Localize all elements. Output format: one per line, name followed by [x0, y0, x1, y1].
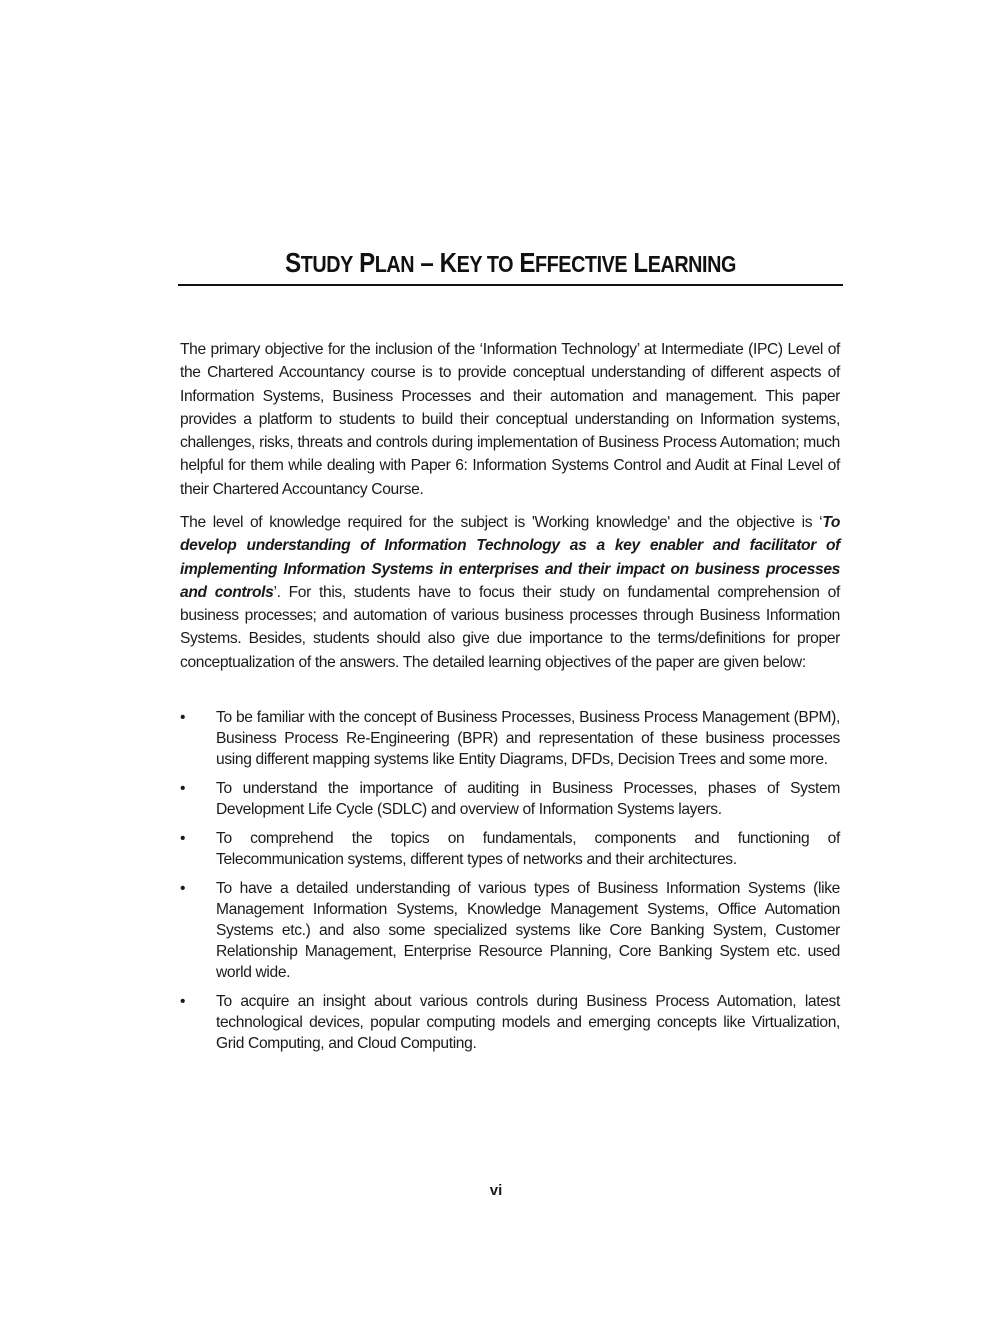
bullet-icon: • — [180, 780, 186, 797]
list-item-text: To have a detailed understanding of various types of Business Information Systems (like Management Information Systems, Knowledge Management Systems, Office Automation Systems etc.) and also some specialized systems like Core Banking System, Customer Relationship Management, Enterprise Resource Planning, Core Banking System etc. used world wide. — [216, 880, 840, 981]
list-item-text: To understand the importance of auditing in Business Processes, phases of System Development Life Cycle (SDLC) and overview of Information Systems layers. — [216, 780, 840, 818]
title-dash: – — [420, 247, 434, 278]
title-cap: P — [359, 247, 375, 278]
learning-objectives-list — [180, 707, 840, 1062]
title-word: LAN — [374, 251, 415, 277]
bullet-icon: • — [180, 993, 186, 1010]
objective-emphasis: To develop understanding of Information Technology as a key enabler and facilitator of implementing Information Systems in enterprises and their impact on business processes and controls — [180, 514, 840, 601]
title-cap: S — [285, 247, 301, 278]
list-item — [180, 991, 840, 1054]
list-item — [180, 828, 840, 870]
title-word: EY TO — [456, 251, 514, 277]
list-item-text: To be familiar with the concept of Business Processes, Business Process Management (BPM), Business Process Re-Engineering (BPR) and representation of these business processes using different mapping systems like Entity Diagrams, DFDs, Decision Trees and some more. — [216, 709, 840, 768]
title-word: TUDY — [300, 251, 353, 277]
bullet-icon: • — [180, 830, 186, 847]
list-item — [180, 707, 840, 770]
title-cap: L — [633, 247, 648, 278]
title-cap: E — [519, 247, 535, 278]
title-word: FFECTIVE — [534, 251, 628, 277]
list-item-text: To comprehend the topics on fundamentals, components and functioning of Telecommunication systems, different types of networks and their architectures. — [216, 830, 840, 868]
title-underline — [178, 284, 843, 286]
page-title — [178, 246, 843, 281]
bullet-icon: • — [180, 880, 186, 897]
knowledge-text-pre: The level of knowledge required for the subject is 'Working knowledge' and the objective is ‘ — [180, 514, 823, 531]
list-item — [180, 778, 840, 820]
list-item — [180, 878, 840, 983]
title-word: EARNING — [647, 251, 736, 277]
intro-paragraph: The primary objective for the inclusion of the ‘Information Technology’ at Intermediate (IPC) Level of the Chartered Accountancy course is to provide conceptual understanding of different aspects of Information Systems, Business Processes and their automation and management. This paper provides a platform to students to build their conceptual understanding on Information systems, challenges, risks, threats and controls during implementation of Business Process Automation; much helpful for them while dealing with Paper 6: Information Systems Control and Audit at Final Level of their Chartered Accountancy Course. — [180, 341, 840, 498]
knowledge-paragraph — [180, 511, 840, 674]
knowledge-text-post: ’. For this, students have to focus their study on fundamental comprehension of business processes; and automation of various business processes through Business Information Systems. Besides, students should also give due importance to the terms/definitions for proper conceptualization of the answers. The detailed learning objectives of the paper are given below: — [180, 583, 840, 671]
list-item-text: To acquire an insight about various controls during Business Process Automation, latest technological devices, popular computing models and emerging concepts like Virtualization, Grid Computing, and Cloud Computing. — [216, 993, 840, 1052]
page-number: vi — [489, 1182, 503, 1199]
title-text — [225, 246, 797, 281]
bullet-icon: • — [180, 709, 186, 726]
title-cap: K — [439, 247, 457, 278]
